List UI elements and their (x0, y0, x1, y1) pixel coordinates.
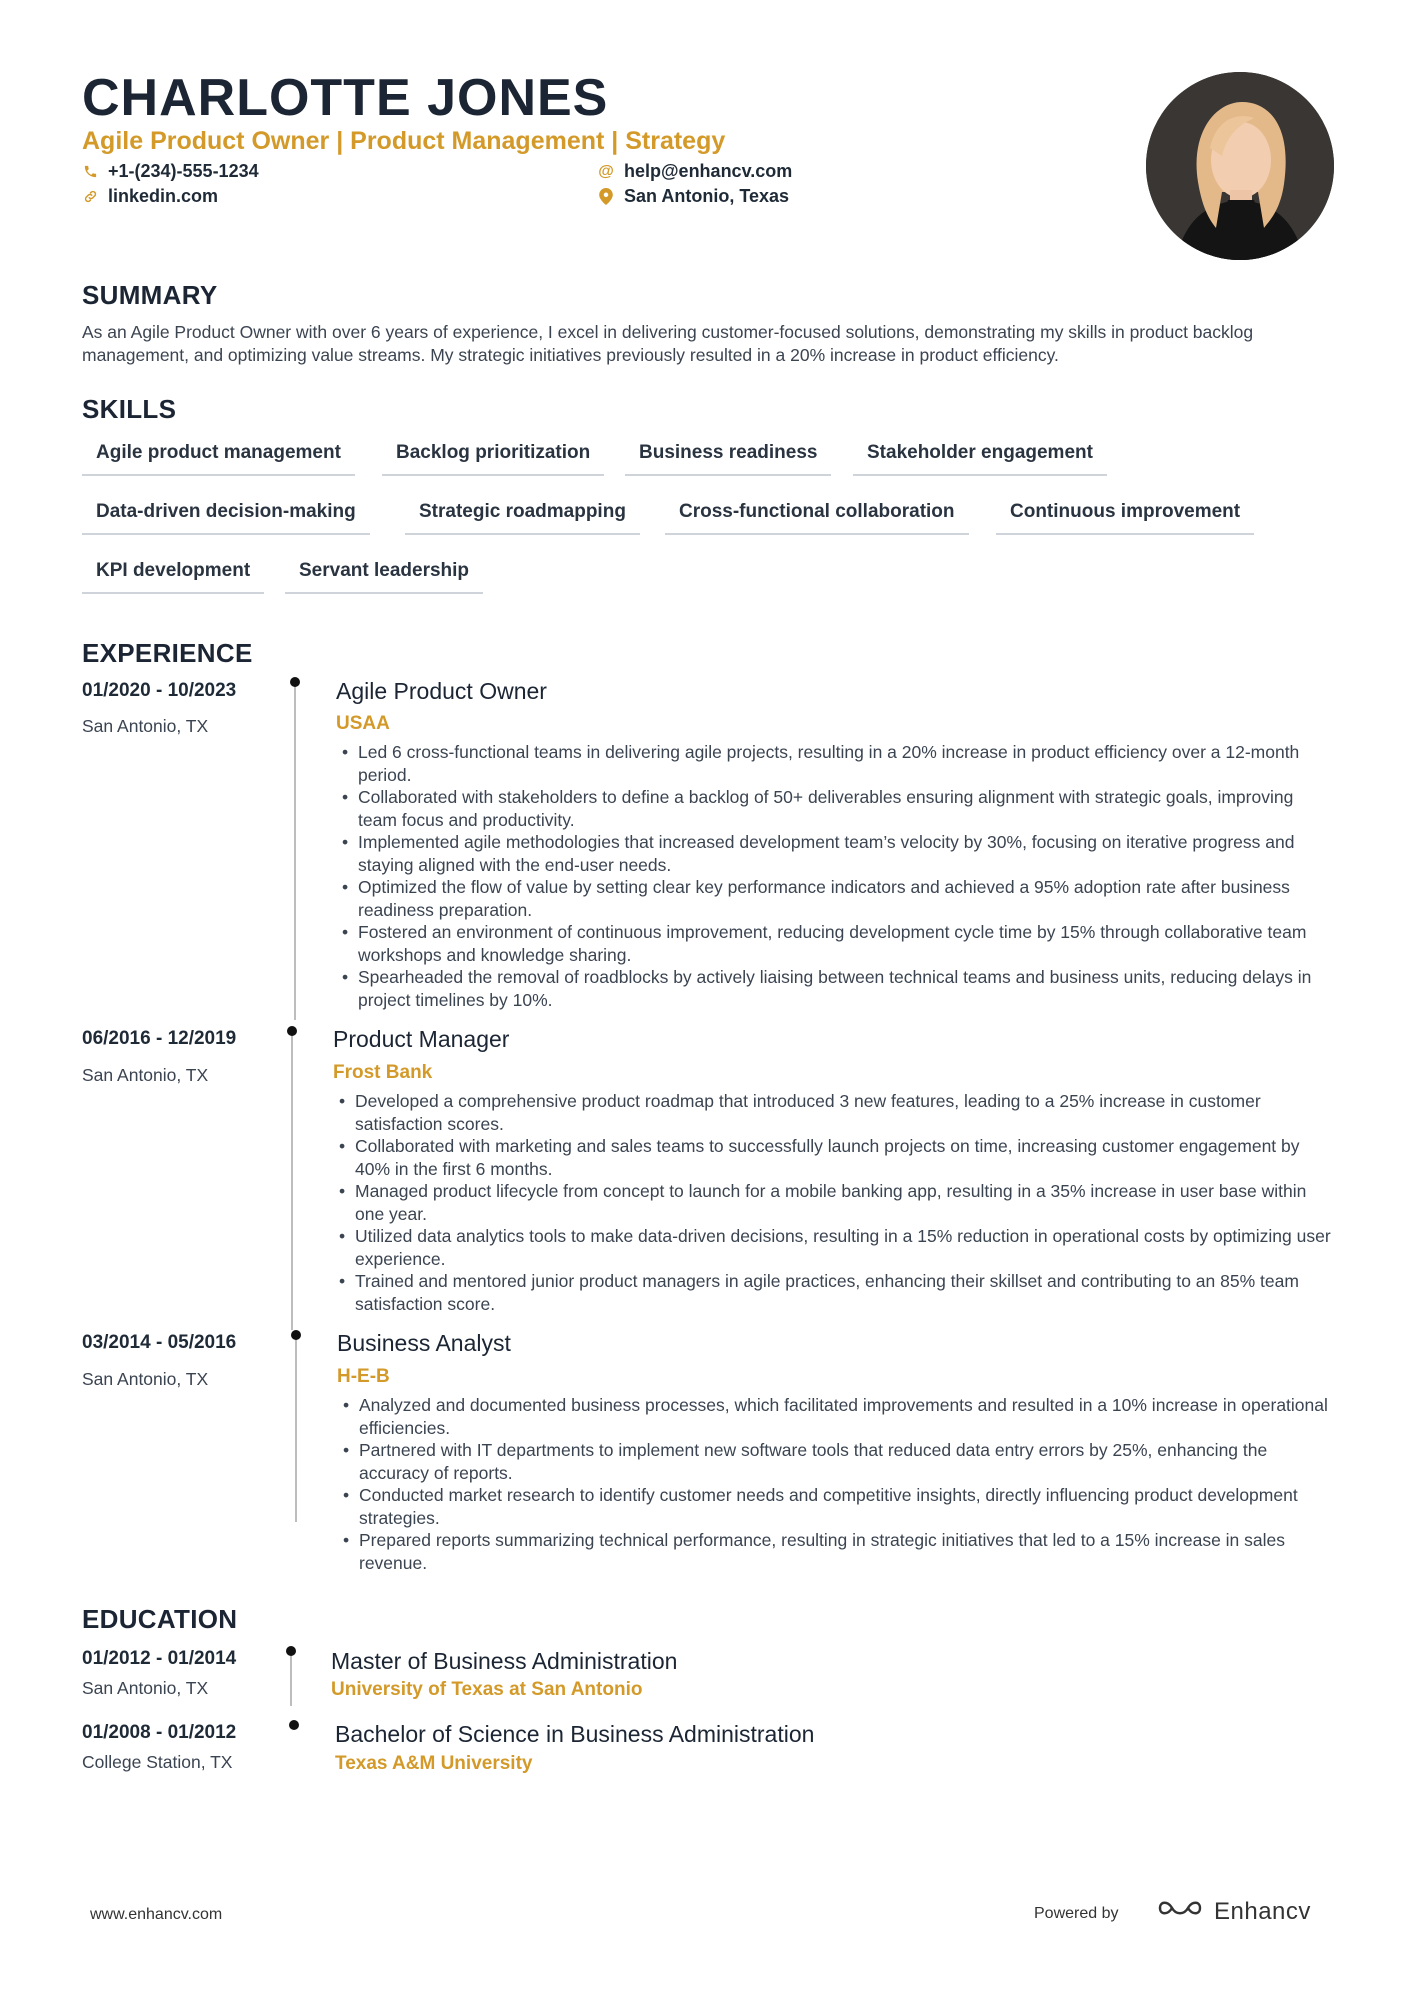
skill-tag: Backlog prioritization (382, 432, 604, 476)
skill-tag: Stakeholder engagement (853, 432, 1107, 476)
company-name: USAA (336, 713, 390, 734)
job-bullets (336, 741, 1336, 1011)
job-bullets (337, 1394, 1337, 1574)
enhancv-logo-text: Enhancv (1214, 1897, 1311, 1925)
skill-tag: Data-driven decision-making (82, 491, 370, 535)
skill-tag: KPI development (82, 550, 264, 594)
candidate-name: CHARLOTTE JONES (82, 69, 609, 127)
timeline-line (290, 1650, 292, 1706)
skill-tag: Agile product management (82, 432, 355, 476)
list-item: • Trained and mentored junior product managers in agile practices, enhancing their skillset and contributing to an 85% team satisfaction score. (333, 1270, 1336, 1315)
job-location: San Antonio, TX (82, 1065, 209, 1085)
job-location: San Antonio, TX (82, 716, 209, 736)
skill-tag: Continuous improvement (996, 491, 1254, 535)
job-dates: 03/2014 - 05/2016 (82, 1332, 237, 1353)
skill-tag: Strategic roadmapping (405, 491, 640, 535)
company-name: Frost Bank (333, 1062, 433, 1083)
timeline-dot (289, 1720, 299, 1730)
headline: Agile Product Owner | Product Management | Strategy (82, 127, 726, 155)
list-item: • Partnered with IT departments to implement new software tools that reduced data entry errors by 25%, enhancing the accuracy of reports. (337, 1439, 1337, 1484)
education-dates: 01/2008 - 01/2012 (82, 1722, 237, 1743)
summary-heading: SUMMARY (82, 280, 218, 310)
footer-website[interactable]: www.enhancv.com (90, 1906, 223, 1923)
list-item: • Fostered an environment of continuous improvement, reducing development cycle time by 15% through collaborative team workshops and knowledge sharing. (336, 921, 1336, 966)
enhancv-logo-icon (1156, 1896, 1204, 1927)
education-dates: 01/2012 - 01/2014 (82, 1648, 237, 1669)
timeline-dot (287, 1026, 297, 1036)
list-item: • Utilized data analytics tools to make data-driven decisions, resulting in a 15% reduction in operational costs by optimizing user experience. (333, 1225, 1336, 1270)
contact-location (598, 186, 789, 207)
list-item: • Optimized the flow of value by setting clear key performance indicators and achieved a 95% adoption rate after business readiness preparation. (336, 876, 1336, 921)
experience-heading: EXPERIENCE (82, 638, 253, 668)
location-text: San Antonio, Texas (624, 186, 790, 206)
timeline-line (291, 1030, 293, 1330)
summary-text: As an Agile Product Owner with over 6 years of experience, I excel in delivering customer-focused solutions, demonstrating my skills in product backlog management, and optimizing value streams. My strategic initiatives previously resulted in a 20% increase in product efficiency. (82, 322, 1254, 365)
timeline-line (294, 680, 296, 1020)
company-name: H-E-B (337, 1366, 390, 1387)
enhancv-logo[interactable] (1156, 1896, 1311, 1927)
list-item: • Collaborated with marketing and sales teams to successfully launch projects on time, increasing customer engagement by 40% in the first 6 months. (333, 1135, 1336, 1180)
skill-tag: Business readiness (625, 432, 831, 476)
degree-title: Master of Business Administration (331, 1648, 678, 1674)
list-item: • Analyzed and documented business processes, which facilitated improvements and resulted in a 10% increase in operational efficiencies. (337, 1394, 1337, 1439)
skill-tag: Servant leadership (285, 550, 483, 594)
contact-link[interactable] (82, 186, 218, 207)
job-title: Product Manager (333, 1026, 510, 1052)
list-item: • Conducted market research to identify customer needs and competitive insights, directly influencing product development strategies. (337, 1484, 1337, 1529)
skills-heading: SKILLS (82, 394, 177, 424)
link-icon (82, 189, 98, 204)
school-name: Texas A&M University (335, 1753, 533, 1774)
list-item: • Developed a comprehensive product roadmap that introduced 3 new features, leading to a 25% increase in customer satisfaction scores. (333, 1090, 1336, 1135)
job-location: San Antonio, TX (82, 1369, 209, 1389)
email-text[interactable]: help@enhancv.com (624, 161, 793, 181)
contact-phone (82, 161, 259, 182)
link-text[interactable]: linkedin.com (108, 186, 219, 206)
location-pin-icon (598, 188, 614, 205)
education-heading: EDUCATION (82, 1604, 238, 1634)
phone-icon (82, 164, 98, 179)
job-dates: 01/2020 - 10/2023 (82, 680, 237, 701)
degree-title: Bachelor of Science in Business Administration (335, 1721, 815, 1747)
list-item: • Implemented agile methodologies that increased development team’s velocity by 30%, focusing on iterative progress and staying aligned with the end-user needs. (336, 831, 1336, 876)
job-title: Business Analyst (337, 1330, 511, 1356)
list-item: • Managed product lifecycle from concept to launch for a mobile banking app, resulting in a 35% increase in user base within one year. (333, 1180, 1336, 1225)
skill-tag: Cross-functional collaboration (665, 491, 969, 535)
contact-email[interactable] (598, 161, 792, 182)
list-item: • Prepared reports summarizing technical performance, resulting in strategic initiatives that led to a 15% increase in sales revenue. (337, 1529, 1337, 1574)
timeline-dot (290, 677, 300, 687)
profile-photo (1146, 72, 1334, 260)
footer-powered-by: Powered by (1034, 1905, 1119, 1922)
job-bullets (333, 1090, 1336, 1315)
education-location: San Antonio, TX (82, 1678, 209, 1698)
timeline-line (295, 1334, 297, 1522)
at-icon: @ (598, 162, 614, 180)
list-item: • Led 6 cross-functional teams in delivering agile projects, resulting in a 20% increase in product efficiency over a 12-month period. (336, 741, 1336, 786)
timeline-dot (286, 1646, 296, 1656)
list-item: • Spearheaded the removal of roadblocks by actively liaising between technical teams and business units, reducing delays in project timelines by 10%. (336, 966, 1336, 1011)
school-name: University of Texas at San Antonio (331, 1679, 643, 1700)
education-location: College Station, TX (82, 1752, 233, 1772)
list-item: • Collaborated with stakeholders to define a backlog of 50+ deliverables ensuring alignment with strategic goals, improving team focus and productivity. (336, 786, 1336, 831)
phone-text: +1-(234)-555-1234 (108, 161, 259, 181)
job-dates: 06/2016 - 12/2019 (82, 1028, 237, 1049)
job-title: Agile Product Owner (336, 678, 547, 704)
timeline-dot (291, 1330, 301, 1340)
